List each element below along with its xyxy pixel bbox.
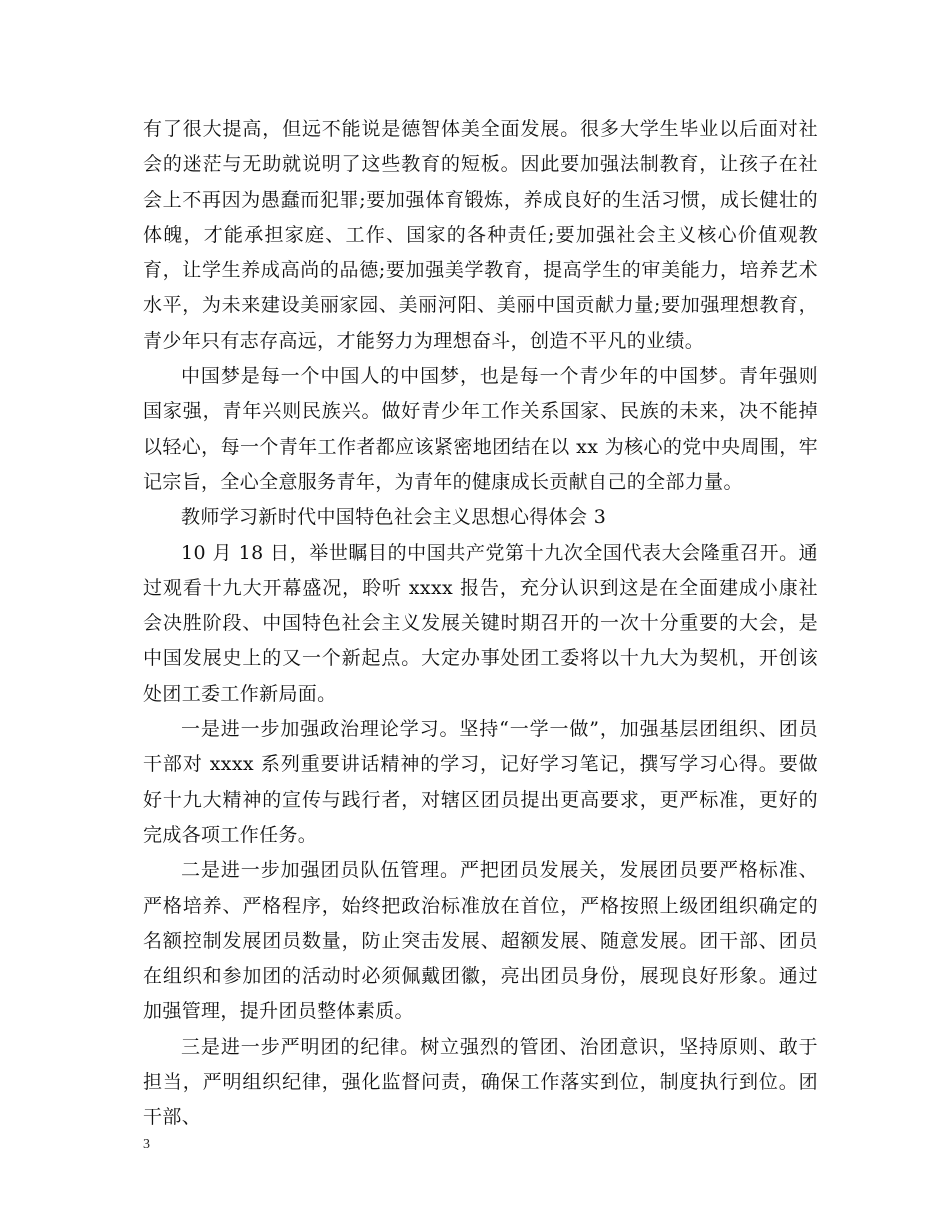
paragraph-congress-opening: 10 月 18 日，举世瞩目的中国共产党第十九次全国代表大会隆重召开。通过观看十九大开幕盛况，聆听 xxxx 报告，充分认识到这是在全面建成小康社会决胜阶段、中国特色社会主义发展关键时期召开的一次十分重要的大会，是中国发展史上的又一个新起点。大定办事处团工委将以十九大为契机，开创该处团工委工作新局面。 — [143, 541, 818, 705]
paragraph-political-study: 一是进一步加强政治理论学习。坚持“一学一做”，加强基层团组织、团员干部对 xxxx 系列重要讲话精神的学习，记好学习笔记，撰写学习心得。要做好十九大精神的宣传与践行者，对辖区团员提出更高要求，更严标准，更好的完成各项工作任务。 — [143, 718, 818, 846]
paragraph-continuation: 有了很大提高，但远不能说是德智体美全面发展。很多大学生毕业以后面对社会的迷茫与无助就说明了这些教育的短板。因此要加强法制教育，让孩子在社会上不再因为愚蠢而犯罪;要加强体育锻炼，养成良好的生活习惯，成长健壮的体魄，才能承担家庭、工作、国家的各种责任;要加强社会主义核心价值观教育，让学生养成高尚的品德;要加强美学教育，提高学生的审美能力，培养艺术水平，为未来建设美丽家园、美丽河阳、美丽中国贡献力量;要加强理想教育，青少年只有志存高远，才能努力为理想奋斗，创造不平凡的业绩。 — [143, 118, 818, 352]
paragraph-member-management: 二是进一步加强团员队伍管理。严把团员发展关，发展团员要严格标准、严格培养、严格程序，始终把政治标准放在首位，严格按照上级团组织确定的名额控制发展团员数量，防止突击发展、超额发展、随意发展。团干部、团员在组织和参加团的活动时必须佩戴团徽，亮出团员身份，展现良好形象。通过加强管理，提升团员整体素质。 — [143, 859, 818, 1023]
page-number: 3 — [143, 1137, 150, 1152]
paragraph-discipline: 三是进一步严明团的纪律。树立强烈的管团、治团意识，坚持原则、敢于担当，严明组织纪律，强化监督问责，确保工作落实到位，制度执行到位。团干部、 — [143, 1035, 818, 1129]
document-body — [143, 112, 818, 1136]
paragraph-chinese-dream: 中国梦是每一个中国人的中国梦，也是每一个青少年的中国梦。青年强则国家强，青年兴则民族兴。做好青少年工作关系国家、民族的未来，决不能掉以轻心，每一个青年工作者都应该紧密地团结在以 xx 为核心的党中央周围，牢记宗旨，全心全意服务青年，为青年的健康成长贡献自己的全部力量。 — [143, 365, 818, 493]
section-heading: 教师学习新时代中国特色社会主义思想心得体会 3 — [181, 506, 607, 529]
